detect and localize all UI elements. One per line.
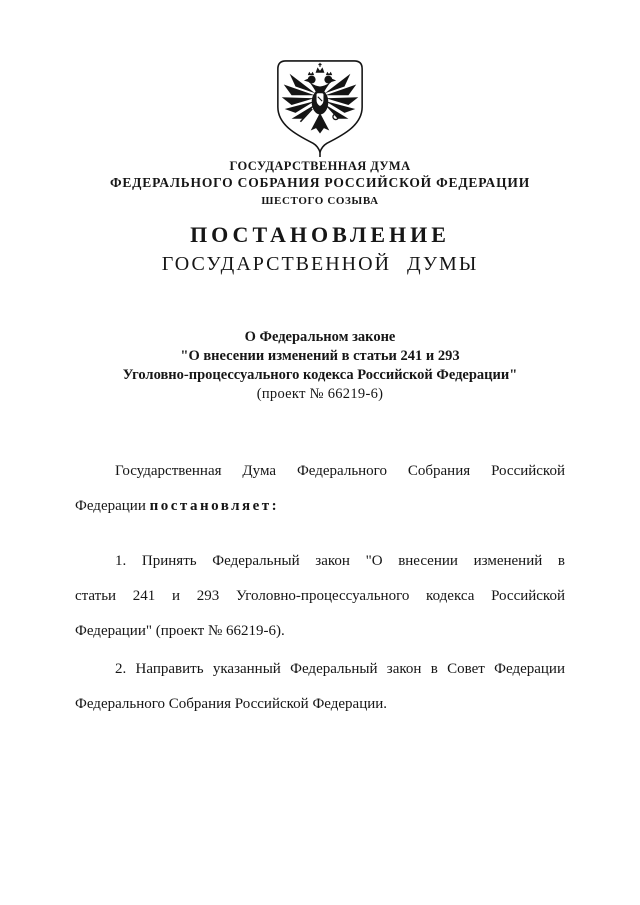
state-emblem-icon [274, 59, 366, 157]
resolves-keyword: постановляет: [149, 498, 280, 514]
subject-line-2: "О внесении изменений в статьи 241 и 293 [180, 348, 460, 364]
letterhead-org: ГОСУДАРСТВЕННАЯ ДУМА [229, 159, 411, 173]
double-headed-eagle [282, 63, 358, 134]
subject-line-1: О Федеральном законе [244, 329, 396, 345]
document-issuer-title: ГОСУДАРСТВЕННОЙ ДУМЫ [161, 253, 479, 275]
intro-line-2 [75, 489, 565, 524]
document-body [75, 454, 565, 722]
subject-block [0, 328, 640, 404]
item-1-line-3: Федерации" (проект № 66219-6). [75, 623, 285, 639]
item-2-line-1: 2. Направить указанный Федеральный закон в Совет Федерации [115, 661, 565, 677]
letterhead-convocation: ШЕСТОГО СОЗЫВА [261, 195, 379, 207]
intro-line-1: Государственная Дума Федерального Собрания Российской [115, 463, 565, 479]
subject-line-3: Уголовно-процессуального кодекса Российской Федерации" [122, 367, 518, 383]
intro-line-2-text: Федерации [75, 498, 150, 514]
subject-project-number: (проект № 66219-6) [256, 386, 384, 402]
item-1-line-1: 1. Принять Федеральный закон "О внесении изменений в [115, 553, 565, 569]
item-1-paragraph [75, 544, 565, 649]
document-type-title: ПОСТАНОВЛЕНИЕ [190, 222, 450, 247]
intro-paragraph [75, 454, 565, 524]
letterhead-org-full: ФЕДЕРАЛЬНОГО СОБРАНИЯ РОССИЙСКОЙ ФЕДЕРАЦИИ [109, 175, 531, 190]
item-2-line-2: Федерального Собрания Российской Федерации. [75, 696, 388, 712]
item-1-line-2: статьи 241 и 293 Уголовно-процессуального кодекса Российской [75, 588, 565, 604]
item-2-paragraph [75, 652, 565, 722]
